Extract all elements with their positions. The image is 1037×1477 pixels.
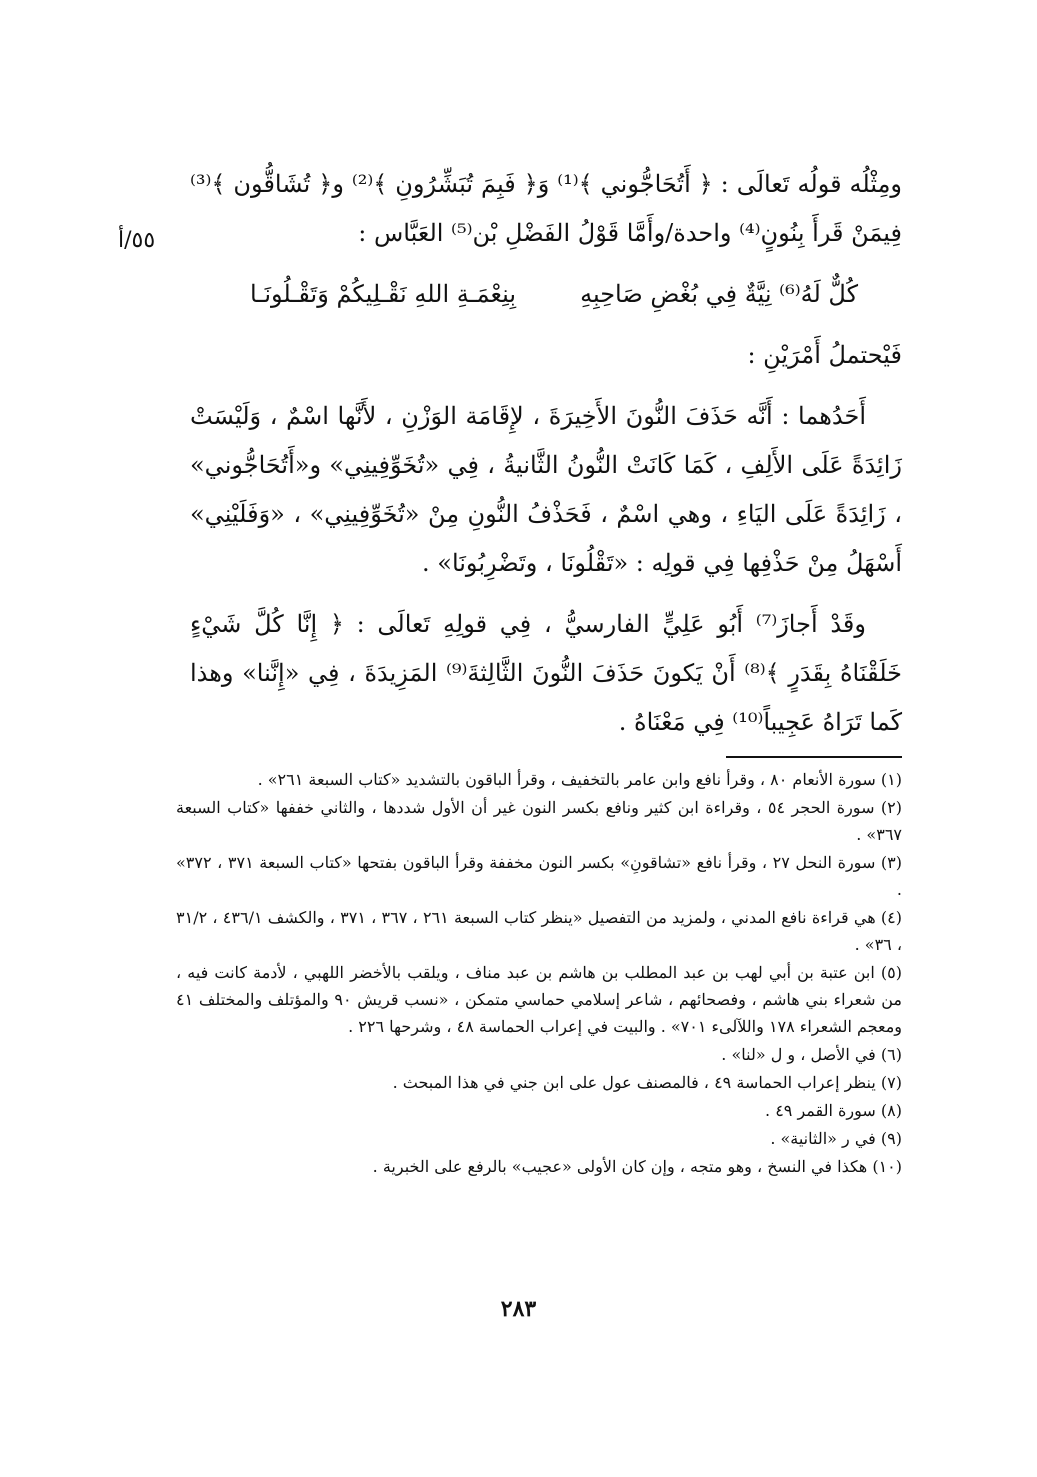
footnote-1: (١) سورة الأنعام ٨٠ ، وقرأ نافع وابن عامر بالتخفيف ، وقرأ الباقون بالتشديد «كتاب السبعة ٢٦١» . (257, 770, 902, 789)
verse-first-hemistich: كُلٌّ لَهُ⁽⁶⁾ نِيَّةٌ فِي بُغْضِ صَاحِبِهِ (580, 280, 858, 308)
footnote-5: (٥) ابن عتبة بن أبي لهب بن عبد المطلب بن هاشم بن عبد مناف ، ويلقب بالأخضر اللهبي ، لأدمة كانت فيه ، من شعراء بني هاشم ، وفصحائهم ، شاعر إسلامي حماسي متمكن ، «نسب قريش ٩٠ والمؤتلف والمختلف ٤١ ومعجم الشعراء ١٧٨ واللآلىء ٧٠١» . والبيت في إعراب الحماسة ٤٨ ، وشرحها ٢٢٦ . (176, 963, 903, 1036)
first-possibility-paragraph: أَحَدُهما : أَنَّه حَذَفَ النُّونَ الأَخِيرَةَ ، لإِقَامَة الوَزْنِ ، لأَنَّها اسْمٌ ، وَلَيْسَتْ زَائِدَةً عَلَى الأَلِفِ ، كَمَا كَانَتْ النُّونُ الثَّانيةُ ، فِي «تُخَوِّفِينِي» و«أَتُحَاجُّوني» ، زَائِدَةً عَلَى اليَاءِ ، وهي اسْمٌ ، فَحَذْفُ النُّونِ مِنْ «تُخَوِّفِينِي» ، «وَفَلَيْنِي» أَسْهَلُ مِنْ حَذْفِها فِي قولِه : «تَقْلُونَا ، وتَضْرِبُونَا» . (190, 402, 902, 577)
farisi-paragraph: وقَدْ أَجازَ⁽⁷⁾ أَبُو عَلِيٍّ الفارسيُّ ، فِي قولِهِ تَعالَى : ﴿ إِنَّا كُلَّ شَيْءٍ خَلَقْنَاهُ بِقَدَرٍ ﴾⁽⁸⁾ أَنْ يَكونَ حَذَفَ النُّونَ الثَّالِثةَ⁽⁹⁾ المَزِيدَةَ ، فِي «إِنَّنا» وهذا كَما تَرَاهُ عَجِيباً⁽¹⁰⁾ فِي مَعْنَاهُ . (190, 610, 902, 736)
verse-second-hemistich: بِنِعْمَـةِ اللهِ نَقْـلِيكُمْ وَتَقْـلُونَـا (250, 280, 517, 308)
footnote-9: (٩) في ر «الثانية» . (770, 1129, 902, 1148)
footnote-2: (٢) سورة الحجر ٥٤ ، وقراءة ابن كثير ونافع بكسر النون غير أن الأول شددها ، والثاني خففها «كتاب السبعة ٣٦٧» . (176, 798, 902, 844)
footnote-8: (٨) سورة القمر ٤٩ . (765, 1101, 902, 1120)
page-number: ٢٨٣ (500, 1296, 537, 1322)
footnotes (176, 766, 902, 1181)
two-possibilities-line: فَيْحتملُ أَمْرَيْنِ : (747, 341, 902, 369)
footnote-3: (٣) سورة النحل ٢٧ ، وقرأ نافع «تشاقونِ» بكسر النون مخففة وقرأ الباقون بفتحها «كتاب السبعة ٣٧١ ، ٣٧٢» . (176, 853, 902, 899)
footnote-7: (٧) ينظر إعراب الحماسة ٤٩ ، فالمصنف عول على ابن جني في هذا المبحث . (392, 1073, 902, 1092)
footnote-4: (٤) هي قراءة نافع المدني ، ولمزيد من التفصيل «ينظر كتاب السبعة ٢٦١ ، ٣٦٧ ، ٣٧١ ، والكشف ٤٣٦/١ ، ٣١/٢ ، ٣٦» . (176, 908, 902, 954)
intro-paragraph: ومِثْلُه قولُه تَعالَى : ﴿ أَتُحَاجُّوني ﴾⁽¹⁾ وَ﴿ فَبِمَ تُبَشِّرُونِ ﴾⁽²⁾ و﴿ تُشَاقُّون ﴾⁽³⁾ فِيمَنْ قَرأَ بِنُونٍ⁽⁴⁾ واحدة/وأَمَّا قَوْلُ الفَضْلِ بْن⁽⁵⁾ العَبَّاس : (190, 170, 903, 247)
poetry-verse (190, 270, 902, 319)
footnote-6: (٦) في الأصل ، و ل «لنا» . (721, 1045, 902, 1064)
manuscript-folio-note: ٥٥/أ (118, 228, 156, 253)
main-text (190, 160, 902, 747)
footnote-10: (١٠) هكذا في النسخ ، وهو متجه ، وإن كان الأولى «عجيب» بالرفع على الخبرية . (372, 1157, 902, 1176)
footnote-divider (726, 756, 902, 758)
